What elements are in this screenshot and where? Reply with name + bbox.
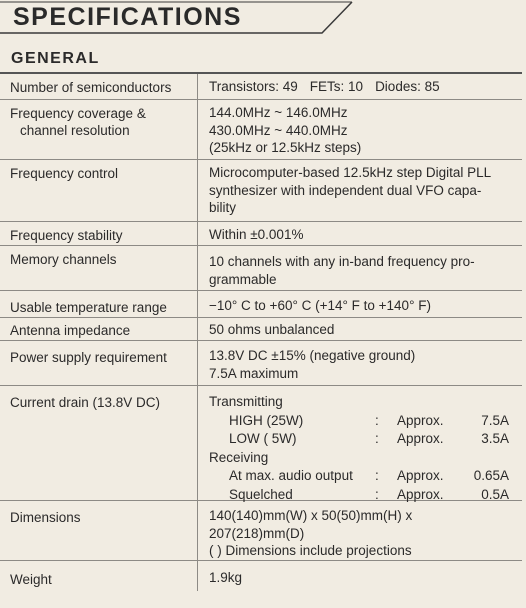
drain-colon: : (375, 431, 379, 446)
drain-amount: 0.5A (481, 486, 509, 502)
drain-name: Squelched (229, 486, 293, 502)
spec-value (198, 246, 522, 290)
drain-colon: : (375, 412, 379, 428)
drain-colon: : (375, 486, 379, 502)
transistors-count: Transistors: 49 (209, 79, 298, 94)
value-line: (25kHz or 12.5kHz steps) (209, 140, 362, 155)
fets-count: FETs: 10 (309, 79, 364, 94)
value-line: Microcomputer-based 12.5kHz step Digital PLL (209, 165, 492, 180)
drain-amount: 0.65A (473, 468, 509, 483)
spec-value: −10° C to +60° C (+14° F to +140° F) (209, 298, 431, 313)
spec-row-frequency-stability (0, 222, 522, 246)
spec-label: Power supply requirement (0, 341, 198, 385)
drain-row-low (209, 430, 522, 449)
value-line: 207(218)mm(D) (209, 525, 305, 541)
page-title: SPECIFICATIONS (13, 3, 242, 31)
drain-amount: 7.5A (481, 412, 509, 428)
spec-table (0, 74, 522, 591)
spec-label: Dimensions (0, 501, 198, 560)
value-line: 10 channels with any in-band frequency pro- (209, 254, 475, 269)
transmitting-heading: Transmitting (209, 394, 283, 409)
diodes-count: Diodes: 85 (375, 79, 440, 94)
drain-name: LOW ( 5W) (229, 431, 297, 446)
section-title: GENERAL (11, 50, 100, 67)
drain-approx: Approx. (397, 486, 444, 502)
spec-row-frequency-control (0, 160, 522, 222)
value-line: grammable (209, 271, 277, 287)
spec-row-temperature (0, 291, 522, 318)
value-line: 144.0MHz ~ 146.0MHz (209, 105, 348, 120)
value-line: 13.8V DC ±15% (negative ground) (209, 348, 416, 363)
drain-colon: : (375, 468, 379, 483)
drain-approx: Approx. (397, 412, 444, 428)
spec-row-dimensions (0, 501, 522, 561)
label-line: Frequency coverage & (10, 106, 146, 121)
spec-label: Frequency control (0, 160, 198, 221)
spec-value (198, 100, 522, 159)
spec-value: Within ±0.001% (209, 227, 304, 242)
spec-label: Weight (0, 561, 198, 591)
drain-name: At max. audio output (229, 468, 353, 483)
value-line: 140(140)mm(W) x 50(50)mm(H) x (209, 508, 413, 523)
spec-row-current-drain (0, 386, 522, 501)
spec-row-frequency-coverage (0, 100, 522, 160)
spec-row-antenna (0, 318, 522, 341)
drain-approx: Approx. (397, 468, 444, 483)
spec-row-weight (0, 561, 522, 591)
spec-label: Antenna impedance (0, 318, 198, 340)
drain-row-high (209, 412, 522, 431)
spec-value (198, 341, 522, 385)
spec-value (198, 386, 522, 500)
value-line: 430.0MHz ~ 440.0MHz (209, 122, 348, 138)
receiving-heading: Receiving (209, 449, 269, 465)
spec-value: 50 ohms unbalanced (209, 322, 335, 337)
value-line: synthesizer with independent dual VFO capa- (209, 182, 482, 198)
spec-value (198, 160, 522, 221)
spec-value (198, 501, 522, 560)
value-line: ( ) Dimensions include projections (209, 543, 412, 558)
drain-row-max-audio (209, 467, 522, 486)
spec-value (198, 74, 522, 99)
label-line: channel resolution (20, 123, 130, 138)
drain-amount: 3.5A (481, 431, 509, 446)
value-line: 7.5A maximum (209, 365, 299, 381)
value-line: bility (209, 200, 237, 215)
drain-approx: Approx. (397, 431, 444, 446)
specifications-banner (0, 0, 526, 40)
drain-name: HIGH (25W) (229, 412, 304, 428)
spec-label: Memory channels (0, 246, 198, 290)
spec-label: Usable temperature range (0, 291, 198, 317)
spec-label: Current drain (13.8V DC) (0, 386, 198, 500)
spec-label: Number of semiconductors (0, 74, 198, 99)
spec-row-semiconductors (0, 74, 522, 100)
spec-row-power-supply (0, 341, 522, 386)
spec-row-memory-channels (0, 246, 522, 291)
spec-label (0, 100, 198, 159)
spec-value: 1.9kg (209, 570, 243, 585)
spec-label: Frequency stability (0, 222, 198, 245)
